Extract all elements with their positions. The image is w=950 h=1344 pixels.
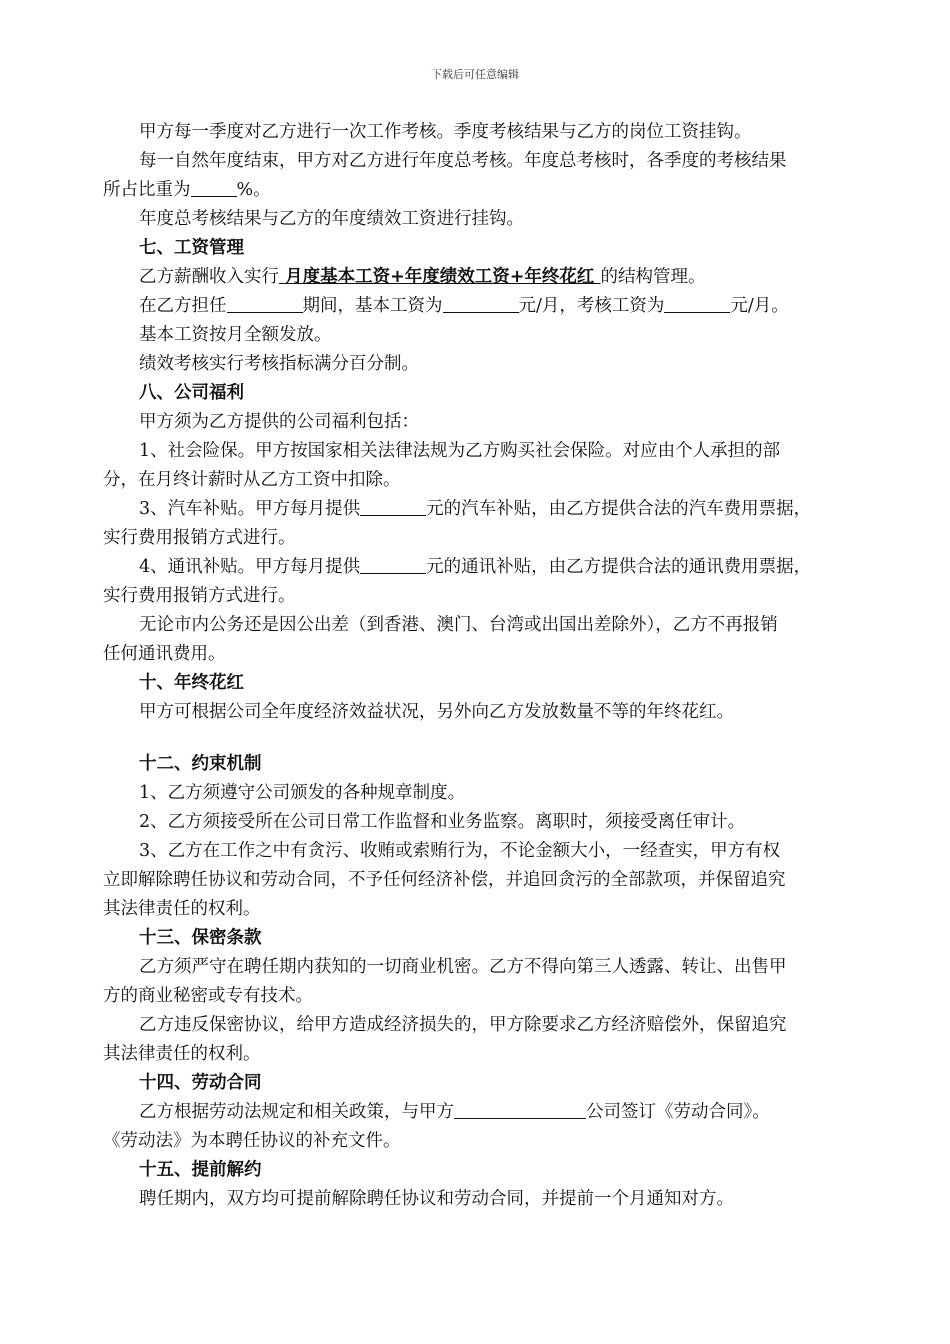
paragraph: 任何通讯费用。 (103, 644, 226, 664)
text: 乙方根据劳动法规定和相关政策，与甲方 (139, 1102, 454, 1122)
text: 乙方薪酬收入实行 (139, 267, 279, 287)
paragraph: 每一自然年度结束，甲方对乙方进行年度总考核。年度总考核时，各季度的考核结果 (139, 151, 787, 171)
section-heading: 十四、劳动合同 (139, 1073, 262, 1093)
blank-field (664, 294, 730, 313)
text: 在乙方担任 (139, 296, 227, 316)
text: 元/月。 (730, 296, 789, 316)
paragraph: 1、社会险保。甲方按国家相关法律法规为乙方购买社会保险。对应由个人承担的部 (139, 441, 781, 461)
paragraph (103, 495, 853, 524)
paragraph: 1、乙方须遵守公司颁发的各种规章制度。 (139, 783, 466, 803)
section-heading: 十二、约束机制 (139, 754, 262, 774)
section-heading: 十、年终花红 (139, 673, 244, 693)
paragraph: 《劳动法》为本聘任协议的补充文件。 (103, 1131, 401, 1151)
section-heading: 七、工资管理 (139, 238, 244, 258)
section-heading: 十三、保密条款 (139, 928, 262, 948)
section-heading: 八、公司福利 (139, 383, 244, 403)
paragraph: 3、乙方在工作之中有贪污、收贿或索贿行为，不论金额大小，一经查实，甲方有权 (139, 841, 781, 861)
paragraph: 2、乙方须接受所在公司日常工作监督和业务监察。离职时，须接受离任审计。 (139, 812, 746, 832)
section-heading: 十五、提前解约 (139, 1160, 262, 1180)
paragraph: 方的商业秘密或专有技术。 (103, 986, 313, 1006)
text: 元/月，考核工资为 (518, 296, 665, 316)
paragraph (103, 176, 853, 205)
text: 期间，基本工资为 (302, 296, 443, 316)
text: 的结构管理。 (600, 267, 706, 287)
paragraph: 乙方违反保密协议，给甲方造成经济损失的，甲方除要求乙方经济赔偿外，保留追究 (139, 1015, 787, 1035)
paragraph: 绩效考核实行考核指标满分百分制。 (139, 354, 419, 374)
paragraph: 立即解除聘任协议和劳动合同，不予任何经济补偿，并追回贪污的全部款项，并保留追究 (103, 870, 786, 890)
spacer (103, 727, 853, 750)
text: 4、通讯补贴。甲方每月提供 (139, 557, 361, 577)
paragraph: 无论市内公务还是因公出差（到香港、澳门、台湾或出国出差除外），乙方不再报销 (139, 615, 778, 635)
paragraph: 甲方须为乙方提供的公司福利包括： (139, 412, 419, 432)
paragraph: 其法律责任的权利。 (103, 1044, 261, 1064)
paragraph (103, 553, 853, 582)
underlined-text: 月度基本工资+年度绩效工资+年终花红 (279, 267, 601, 287)
text: 公司签订《劳动合同》。 (586, 1102, 770, 1122)
blank-field (227, 294, 303, 313)
paragraph: 实行费用报销方式进行。 (103, 586, 296, 606)
blank-field (360, 555, 426, 574)
paragraph: 分，在月终计薪时从乙方工资中扣除。 (103, 470, 401, 490)
document-body (103, 118, 853, 1214)
text: 元的汽车补贴，由乙方提供合法的汽车费用票据， (426, 499, 812, 519)
paragraph: 实行费用报销方式进行。 (103, 528, 296, 548)
text: 所占比重为 (103, 180, 191, 200)
paragraph (103, 292, 853, 321)
paragraph: 年度总考核结果与乙方的年度绩效工资进行挂钩。 (139, 209, 524, 229)
blank-field (360, 497, 426, 516)
blank-field (443, 294, 519, 313)
blank-field (191, 178, 237, 197)
blank-field (454, 1100, 586, 1119)
paragraph: 甲方可根据公司全年度经济效益状况，另外向乙方发放数量不等的年终花红。 (139, 702, 734, 722)
text: 3、汽车补贴。甲方每月提供 (139, 499, 361, 519)
paragraph: 聘任期内，双方均可提前解除聘任协议和劳动合同，并提前一个月通知对方。 (139, 1189, 734, 1209)
paragraph (103, 1098, 853, 1127)
page-header: 下载后可任意编辑 (431, 68, 519, 81)
paragraph: 基本工资按月全额发放。 (139, 325, 332, 345)
paragraph: 甲方每一季度对乙方进行一次工作考核。季度考核结果与乙方的岗位工资挂钩。 (139, 122, 752, 142)
paragraph: 乙方须严守在聘任期内获知的一切商业机密。乙方不得向第三人透露、转让、出售甲 (139, 957, 787, 977)
paragraph: 其法律责任的权利。 (103, 899, 261, 919)
text: %。 (236, 180, 271, 200)
text: 元的通讯补贴，由乙方提供合法的通讯费用票据， (426, 557, 812, 577)
paragraph (103, 263, 853, 292)
